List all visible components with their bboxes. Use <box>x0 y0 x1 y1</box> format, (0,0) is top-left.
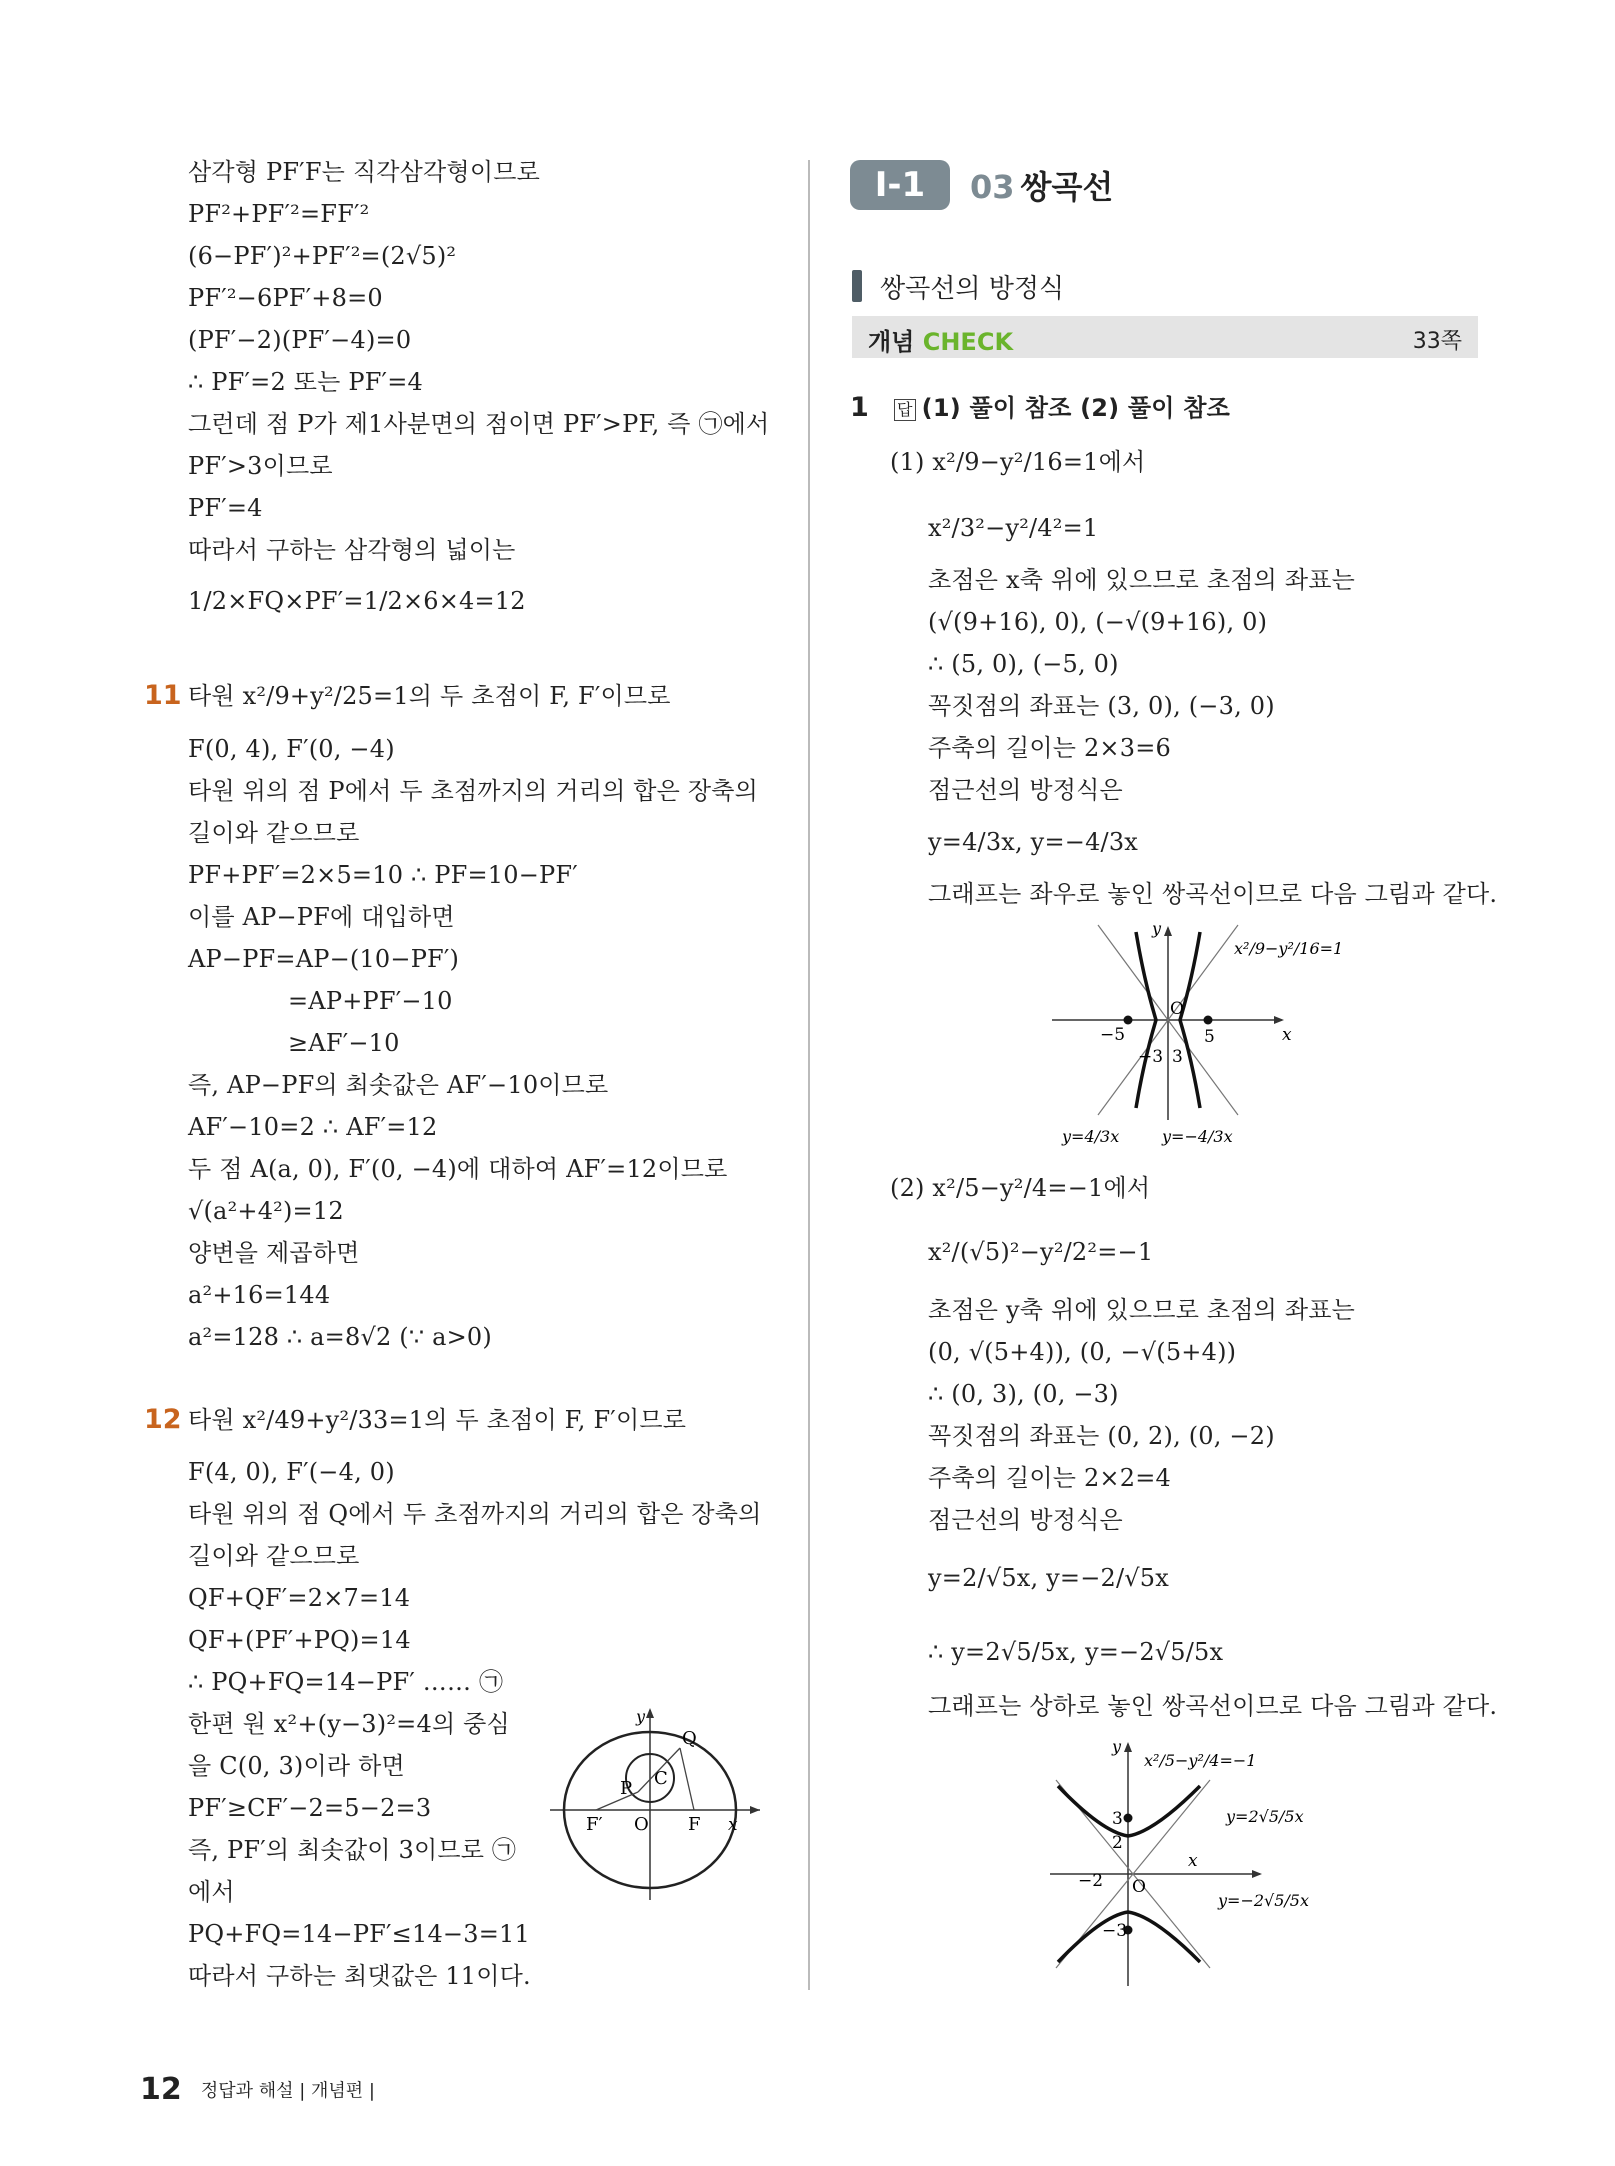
text-line: 에서 <box>188 1878 235 1906</box>
text-line: 그래프는 상하로 놓인 쌍곡선이므로 다음 그림과 같다. <box>928 1692 1498 1720</box>
equation-line: x²/(√5)²−y²/2²=−1 <box>928 1238 1154 1266</box>
equation-line: x²/3²−y²/4²=1 <box>928 514 1099 542</box>
text-line: 길이와 같으므로 <box>188 819 360 847</box>
fig-label: y <box>636 1707 646 1726</box>
answer-tag: 답 <box>894 399 916 421</box>
text-line: 양변을 제곱하면 <box>188 1239 360 1267</box>
graph-label: y <box>1112 1737 1122 1756</box>
footer-text: 정답과 해설 | 개념편 | <box>200 2080 375 2102</box>
text-line: 타원 x²/49+y²/33=1의 두 초점이 F, F′이므로 <box>188 1406 687 1434</box>
graph-label: x²/5−y²/4=−1 <box>1144 1751 1257 1770</box>
graph-label: −2 <box>1078 1871 1104 1891</box>
text-line: 그런데 점 P가 제1사분면의 점이면 PF′>PF, 즉 ㉠에서 <box>188 410 770 438</box>
equation-line: PF′≥CF′−2=5−2=3 <box>188 1794 432 1822</box>
chapter-name: 쌍곡선 <box>1020 168 1114 206</box>
graph-label: −3 <box>1138 1047 1164 1067</box>
y-axis-arrow <box>1164 926 1172 936</box>
text-line: 타원 x²/9+y²/25=1의 두 초점이 F, F′이므로 <box>188 682 671 710</box>
text-line: F(0, 4), F′(0, −4) <box>188 735 395 763</box>
text-line: 주축의 길이는 2×3=6 <box>928 734 1171 762</box>
graph-label: x <box>1188 1851 1198 1871</box>
equation-line: ≥AF′−10 <box>288 1029 400 1057</box>
text-line: 타원 위의 점 Q에서 두 초점까지의 거리의 합은 장축의 <box>188 1500 762 1528</box>
text-line: 길이와 같으므로 <box>188 1542 360 1570</box>
text-line: 이를 AP−PF에 대입하면 <box>188 903 455 931</box>
equation-line: 1/2×FQ×PF′=1/2×6×4=12 <box>188 587 526 615</box>
graph-label: y=2√5/5x <box>1226 1807 1304 1826</box>
unit-badge: Ⅰ-1 <box>850 160 950 210</box>
page-number: 12 <box>140 2072 182 2107</box>
graph-label: 2 <box>1112 1833 1123 1853</box>
problem-number: 1 <box>850 392 869 423</box>
text-line: 한편 원 x²+(y−3)²=4의 중심 <box>188 1710 510 1738</box>
check-page-ref: 33쪽 <box>1412 329 1462 354</box>
equation-line: ∴ PF′=2 또는 PF′=4 <box>188 368 423 396</box>
focus-point-right <box>1204 1016 1213 1025</box>
text-line: 초점은 y축 위에 있으므로 초점의 좌표는 <box>928 1296 1356 1324</box>
math-text: PF²+PF′²=FF′² <box>188 200 370 228</box>
text-line: 점근선의 방정식은 <box>928 1506 1123 1534</box>
chapter-number: 03 <box>970 168 1015 206</box>
graph-label: O <box>1132 1877 1146 1897</box>
concept-check-bar <box>852 316 1478 358</box>
fig-label: F′ <box>586 1814 603 1835</box>
equation-line: PF+PF′=2×5=10 ∴ PF=10−PF′ <box>188 861 578 889</box>
equation-line: AP−PF=AP−(10−PF′) <box>188 945 460 973</box>
graph-label: y <box>1152 920 1162 938</box>
text-line: 을 C(0, 3)이라 하면 <box>188 1752 405 1780</box>
equation-line: y=4/3x, y=−4/3x <box>928 828 1139 856</box>
text-line: 점근선의 방정식은 <box>928 776 1123 804</box>
segment-q-f <box>680 1748 694 1810</box>
answer-text: (1) 풀이 참조 (2) 풀이 참조 <box>921 394 1230 422</box>
equation-line: y=2/√5x, y=−2/√5x <box>928 1564 1170 1592</box>
equation-line: ∴ (0, 3), (0, −3) <box>928 1380 1119 1408</box>
graph-label: x <box>1282 1025 1292 1045</box>
text-line: 따라서 구하는 삼각형의 넓이는 <box>188 536 516 564</box>
graph-label: y=−2√5/5x <box>1218 1891 1309 1910</box>
equation-line: QF+(PF′+PQ)=14 <box>188 1626 411 1654</box>
hyperbola-graph-2 <box>1050 1736 1390 1988</box>
text-line: PF′>3이므로 <box>188 452 333 480</box>
equation-line: a²+16=144 <box>188 1281 331 1309</box>
equation-line: ∴ PQ+FQ=14−PF′ …… ㉠ <box>188 1668 504 1696</box>
chapter-title <box>970 162 1113 208</box>
text-line: 즉, AP−PF의 최솟값은 AF′−10이므로 <box>188 1071 609 1099</box>
check-label-b: CHECK <box>922 328 1014 356</box>
text-line: 즉, PF′의 최솟값이 3이므로 ㉠ <box>188 1836 517 1864</box>
focus-point-upper <box>1124 1814 1133 1823</box>
graph-label: x²/9−y²/16=1 <box>1234 939 1344 958</box>
graph-label: −3 <box>1102 1921 1128 1941</box>
text-line: 초점은 x축 위에 있으므로 초점의 좌표는 <box>928 566 1356 594</box>
section-title: 쌍곡선의 방정식 <box>880 274 1065 304</box>
section-number-marker <box>852 270 862 302</box>
equation-line: (0, √(5+4)), (0, −√(5+4)) <box>928 1338 1237 1366</box>
x-axis-arrow <box>1252 1870 1262 1878</box>
page-footer <box>140 2072 375 2107</box>
y-axis-arrow <box>1124 1742 1132 1752</box>
text-line: 주축의 길이는 2×2=4 <box>928 1464 1171 1492</box>
fig-label: x <box>728 1815 738 1835</box>
graph-label: −5 <box>1100 1025 1126 1045</box>
equation-line: (PF′−2)(PF′−4)=0 <box>188 326 412 354</box>
equation-line: PF′=4 <box>188 494 263 522</box>
text-line: 두 점 A(a, 0), F′(0, −4)에 대하여 AF′=12이므로 <box>188 1155 728 1183</box>
fig-label: P <box>620 1778 633 1799</box>
graph-label: y=−4/3x <box>1162 1127 1233 1146</box>
equation-line: √(a²+4²)=12 <box>188 1197 344 1225</box>
problem-number: 11 <box>144 680 182 711</box>
x-axis-arrow <box>1274 1016 1284 1024</box>
text-line: 따라서 구하는 최댓값은 11이다. <box>188 1962 531 1990</box>
hyperbola-upper-branch <box>1058 1786 1200 1836</box>
text-line: 삼각형 PF′F는 직각삼각형이므로 <box>188 158 540 186</box>
text-line: 꼭짓점의 좌표는 (3, 0), (−3, 0) <box>928 692 1275 720</box>
equation-line: (√(9+16), 0), (−√(9+16), 0) <box>928 608 1268 636</box>
x-axis-arrow <box>750 1806 760 1814</box>
check-label <box>868 322 1013 357</box>
equation-line: PF′²−6PF′+8=0 <box>188 284 383 312</box>
equation-line: ∴ (5, 0), (−5, 0) <box>928 650 1119 678</box>
text-line: F(4, 0), F′(−4, 0) <box>188 1458 395 1486</box>
equation-line: a²=128 ∴ a=8√2 (∵ a>0) <box>188 1323 492 1351</box>
equation-line: AF′−10=2 ∴ AF′=12 <box>188 1113 438 1141</box>
equation-line: =AP+PF′−10 <box>288 987 453 1015</box>
graph-label: O <box>1170 999 1184 1019</box>
fig-label: O <box>634 1814 649 1835</box>
text-line: 그래프는 좌우로 놓인 쌍곡선이므로 다음 그림과 같다. <box>928 880 1498 908</box>
graph-label: 3 <box>1172 1047 1183 1067</box>
graph-label: 5 <box>1204 1027 1215 1047</box>
equation-line: (2) x²/5−y²/4=−1에서 <box>890 1174 1151 1202</box>
equation-line <box>188 198 370 230</box>
equation-line: ∴ y=2√5/5x, y=−2√5/5x <box>928 1638 1224 1666</box>
equation-line: (6−PF′)²+PF′²=(2√5)² <box>188 242 457 270</box>
fig-label: Q <box>682 1728 697 1749</box>
column-divider <box>808 160 810 1990</box>
hyperbola-graph-1 <box>1042 920 1382 1150</box>
hyperbola-lower-branch <box>1058 1912 1200 1962</box>
focus-point-left <box>1124 1016 1133 1025</box>
text-line: 꼭짓점의 좌표는 (0, 2), (0, −2) <box>928 1422 1275 1450</box>
ellipse-circle-figure <box>550 1700 770 1900</box>
text-line: 타원 위의 점 P에서 두 초점까지의 거리의 합은 장축의 <box>188 777 759 805</box>
equation-line: QF+QF′=2×7=14 <box>188 1584 411 1612</box>
fig-label: C <box>654 1768 668 1789</box>
fig-label: F <box>688 1814 701 1835</box>
check-label-a: 개념 <box>868 328 915 356</box>
answer-line <box>894 392 1230 424</box>
y-axis-arrow <box>646 1708 654 1718</box>
equation-line: PQ+FQ=14−PF′≤14−3=11 <box>188 1920 530 1948</box>
problem-number: 12 <box>144 1404 182 1435</box>
equation-line: (1) x²/9−y²/16=1에서 <box>890 448 1146 476</box>
graph-label: y=4/3x <box>1062 1127 1120 1146</box>
graph-label: 3 <box>1112 1809 1123 1829</box>
